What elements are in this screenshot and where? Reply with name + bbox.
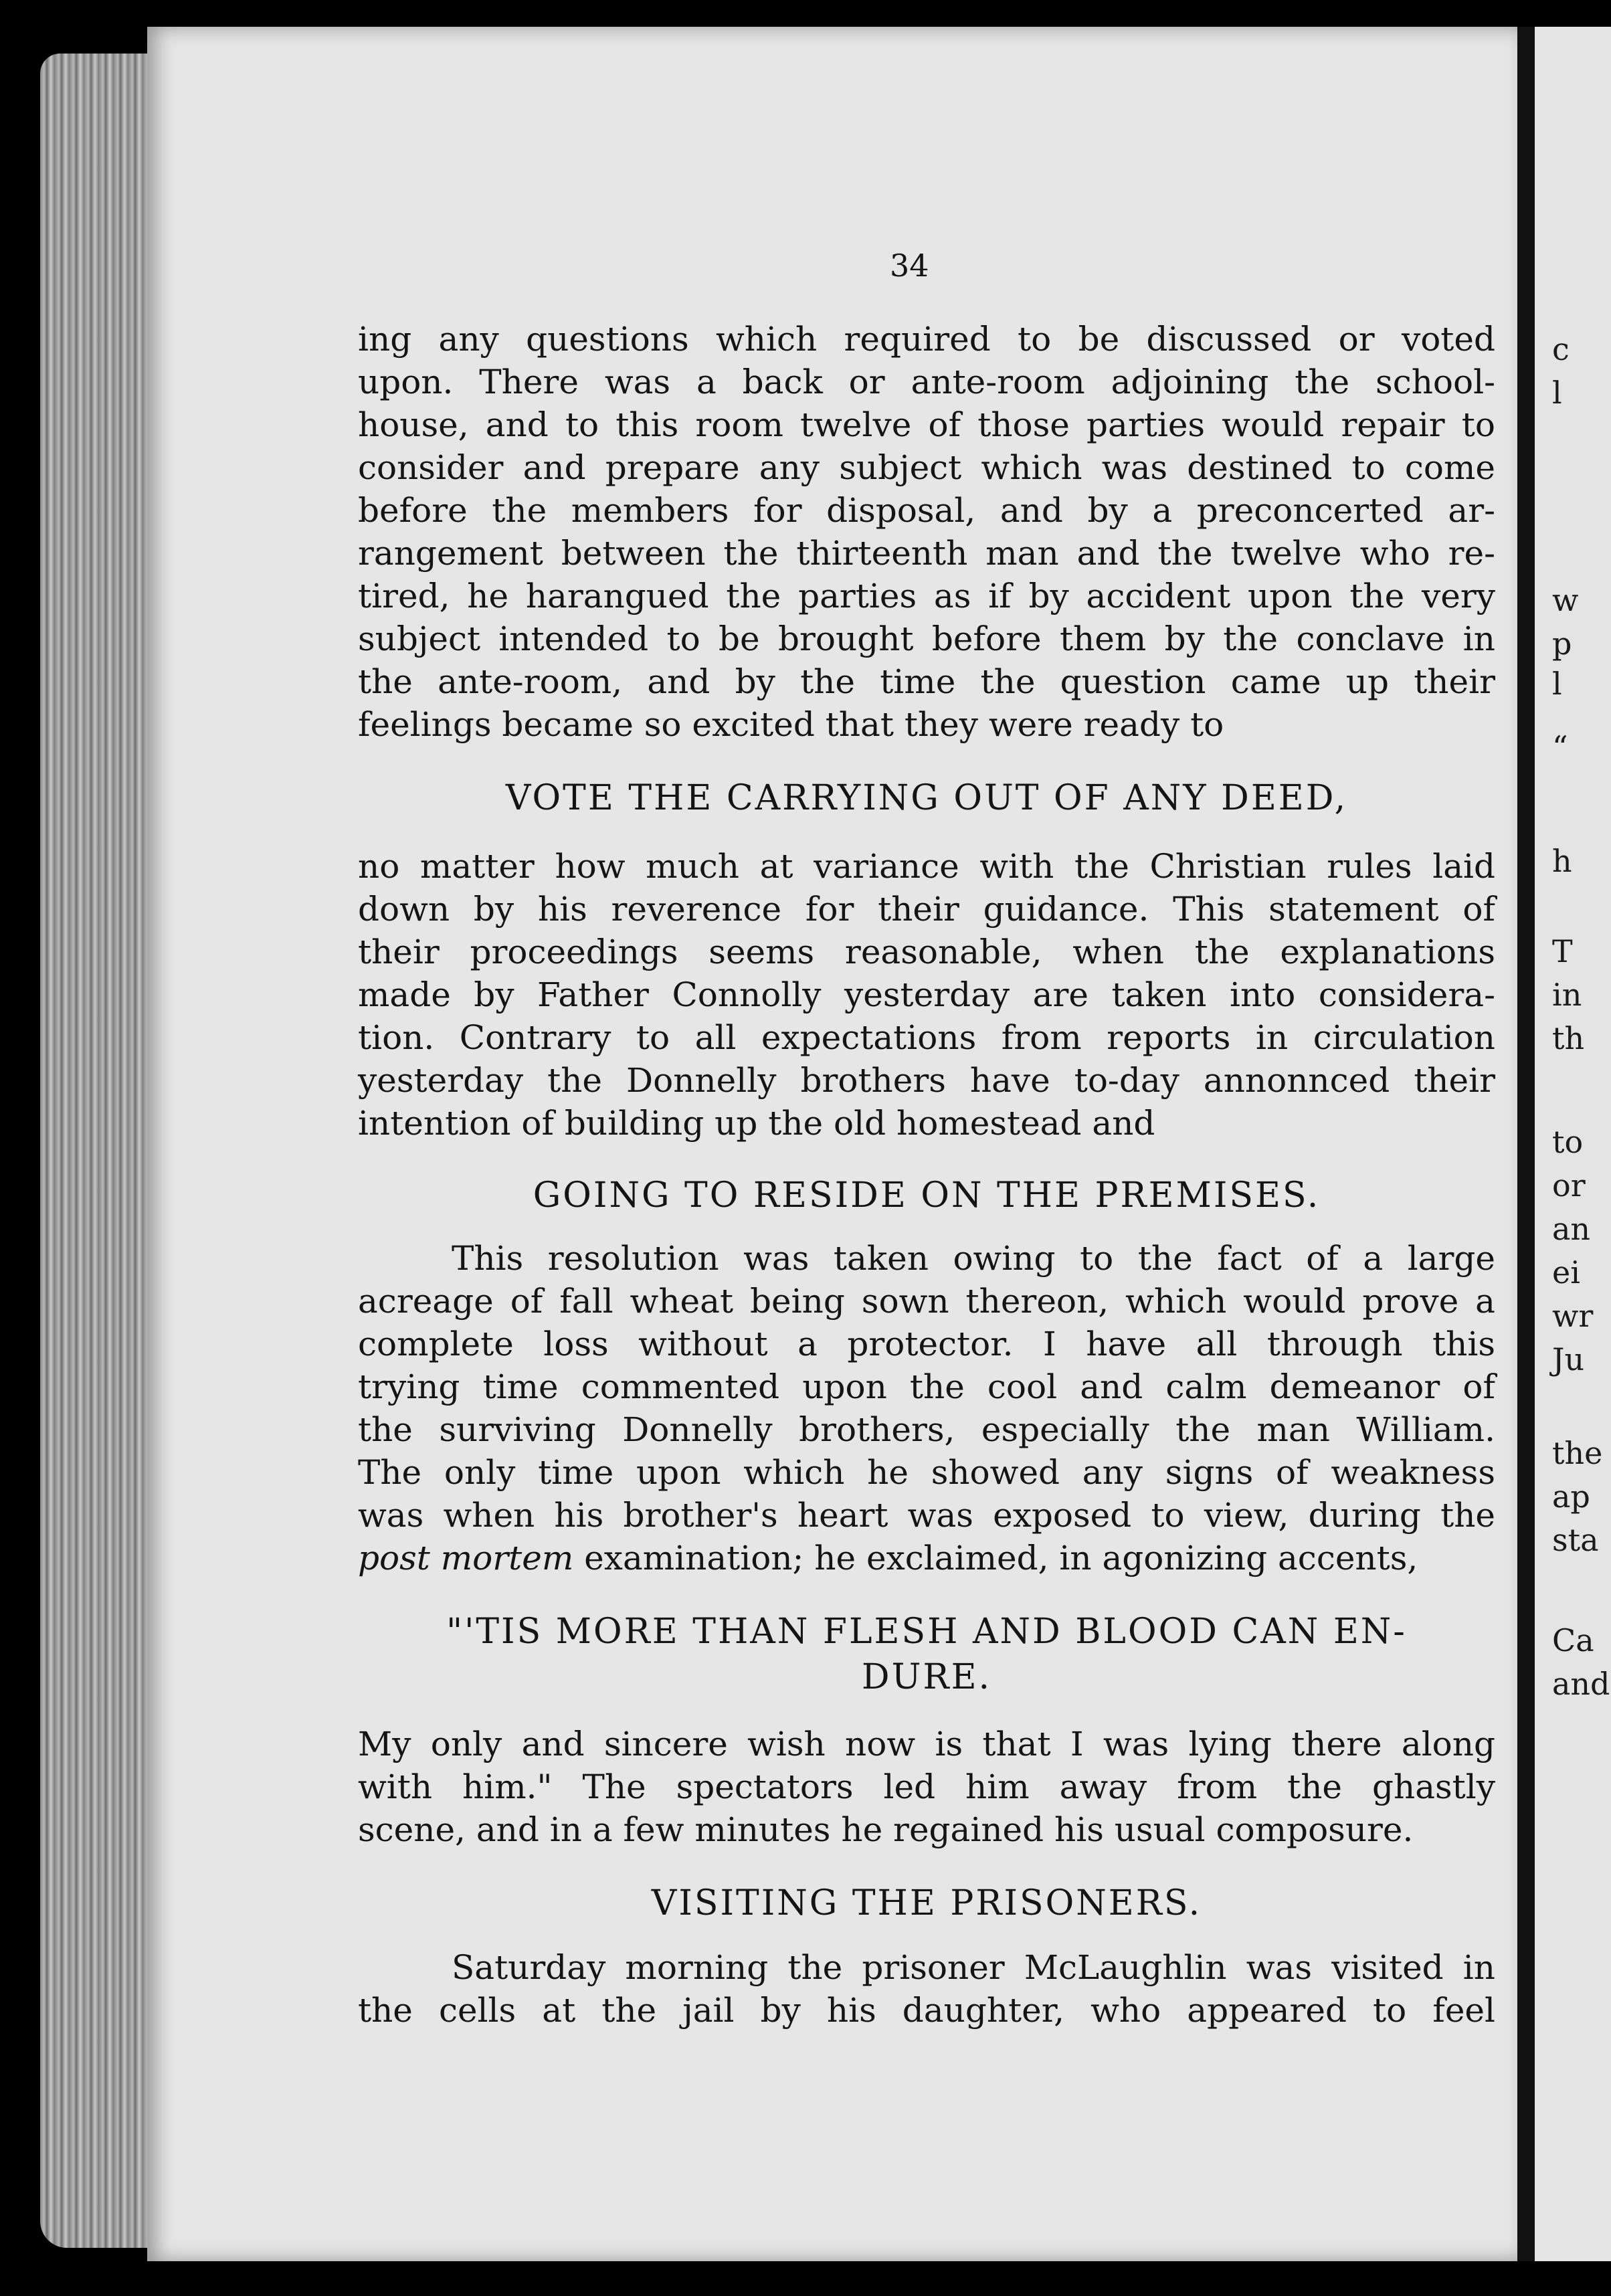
facing-page	[1535, 27, 1611, 2261]
text-line: the cells at the jail by his daughter, who appeared to feel	[358, 1991, 1495, 2030]
text-line: before the members for disposal, and by a preconcerted ar-	[358, 491, 1495, 530]
text-line: scene, and in a few minutes he regained his usual composure.	[358, 1810, 1414, 1849]
text-line: yesterday the Donnelly brothers have to-day annonnced their	[358, 1061, 1495, 1100]
text-line: down by his reverence for their guidance. This statement of	[358, 890, 1495, 929]
text-line: trying time commented upon the cool and calm demeanor of	[358, 1367, 1495, 1406]
facing-fragment: wr	[1552, 1298, 1594, 1334]
text-line: their proceedings seems reasonable, when the explanations	[358, 933, 1495, 971]
facing-fragment: and	[1552, 1666, 1610, 1702]
facing-fragment: c	[1552, 331, 1570, 367]
section-heading: VOTE THE CARRYING OUT OF ANY DEED,	[505, 778, 1348, 818]
text-line: made by Father Connolly yesterday are taken into considera-	[358, 975, 1495, 1014]
text-line: no matter how much at variance with the Christian rules laid	[358, 847, 1495, 886]
paragraph-3	[358, 1237, 1495, 1580]
text-line: consider and prepare any subject which was destined to come	[358, 448, 1495, 487]
page-number: 34	[890, 248, 929, 284]
text-line: rangement between the thirteenth man and the twelve who re-	[358, 534, 1495, 573]
facing-fragment: “	[1552, 729, 1568, 765]
text-line: upon. There was a back or ante-room adjoining the school-	[358, 363, 1495, 401]
section-heading: GOING TO RESIDE ON THE PREMISES.	[533, 1175, 1321, 1216]
facing-fragment: Ju	[1552, 1341, 1585, 1377]
facing-fragment: l	[1552, 666, 1562, 702]
text-line: Saturday morning the prisoner McLaughlin was visited in	[452, 1948, 1495, 1987]
paragraph-1	[358, 318, 1495, 746]
text-line: was when his brother's heart was exposed to view, during the	[358, 1496, 1495, 1535]
italic-phrase: post mortem	[358, 1539, 574, 1577]
facing-fragment: the	[1552, 1435, 1603, 1471]
facing-fragment: T	[1552, 933, 1573, 969]
facing-fragment: or	[1552, 1167, 1586, 1204]
section-heading: "'TIS MORE THAN FLESH AND BLOOD CAN EN-	[446, 1612, 1407, 1652]
text-line: The only time upon which he showed any signs of weakness	[358, 1453, 1495, 1492]
facing-fragment: w	[1552, 582, 1579, 618]
gutter-shadow	[1517, 27, 1535, 2261]
facing-fragment: p	[1552, 626, 1572, 662]
section-heading: VISITING THE PRISONERS.	[651, 1883, 1202, 1923]
facing-fragment: th	[1552, 1020, 1585, 1056]
paragraph-2	[358, 845, 1495, 1145]
facing-fragment: ei	[1552, 1254, 1580, 1290]
article-body	[358, 318, 1495, 2032]
facing-fragment: an	[1552, 1211, 1591, 1247]
text-line: intention of building up the old homestead and	[358, 1104, 1155, 1143]
facing-fragment: ap	[1552, 1478, 1590, 1515]
text-line: My only and sincere wish now is that I was lying there along	[358, 1725, 1495, 1763]
facing-fragment: h	[1552, 843, 1572, 879]
facing-fragment: in	[1552, 977, 1582, 1013]
text-line: acreage of fall wheat being sown thereon, which would prove a	[358, 1282, 1495, 1321]
facing-fragment: to	[1552, 1124, 1584, 1160]
paragraph-4	[358, 1723, 1495, 1851]
facing-fragment: sta	[1552, 1522, 1599, 1558]
text-line: the ante-room, and by the time the question came up their	[358, 662, 1495, 701]
section-heading-continued: DURE.	[861, 1657, 992, 1697]
text-line: complete loss without a protector. I have all through this	[358, 1325, 1495, 1363]
text-line: house, and to this room twelve of those parties would repair to	[358, 405, 1495, 444]
facing-fragment: Ca	[1552, 1622, 1594, 1658]
page-edges	[40, 54, 161, 2248]
text-line: This resolution was taken owing to the fact of a large	[452, 1239, 1495, 1278]
text-fragment: examination; he exclaimed, in agonizing accents,	[573, 1539, 1418, 1577]
text-line: feelings became so excited that they were ready to	[358, 705, 1224, 744]
facing-fragment: l	[1552, 375, 1562, 411]
text-line: subject intended to be brought before them by the conclave in	[358, 619, 1495, 658]
paragraph-5	[358, 1946, 1495, 2032]
text-line: tion. Contrary to all expectations from reports in circulation	[358, 1018, 1495, 1057]
text-line: with him." The spectators led him away from the ghastly	[358, 1767, 1495, 1806]
text-line: the surviving Donnelly brothers, especially the man William.	[358, 1410, 1495, 1449]
text-line: ing any questions which required to be discussed or voted	[358, 320, 1495, 359]
text-line: tired, he harangued the parties as if by accident upon the very	[358, 577, 1495, 615]
text-line	[358, 1537, 1495, 1580]
